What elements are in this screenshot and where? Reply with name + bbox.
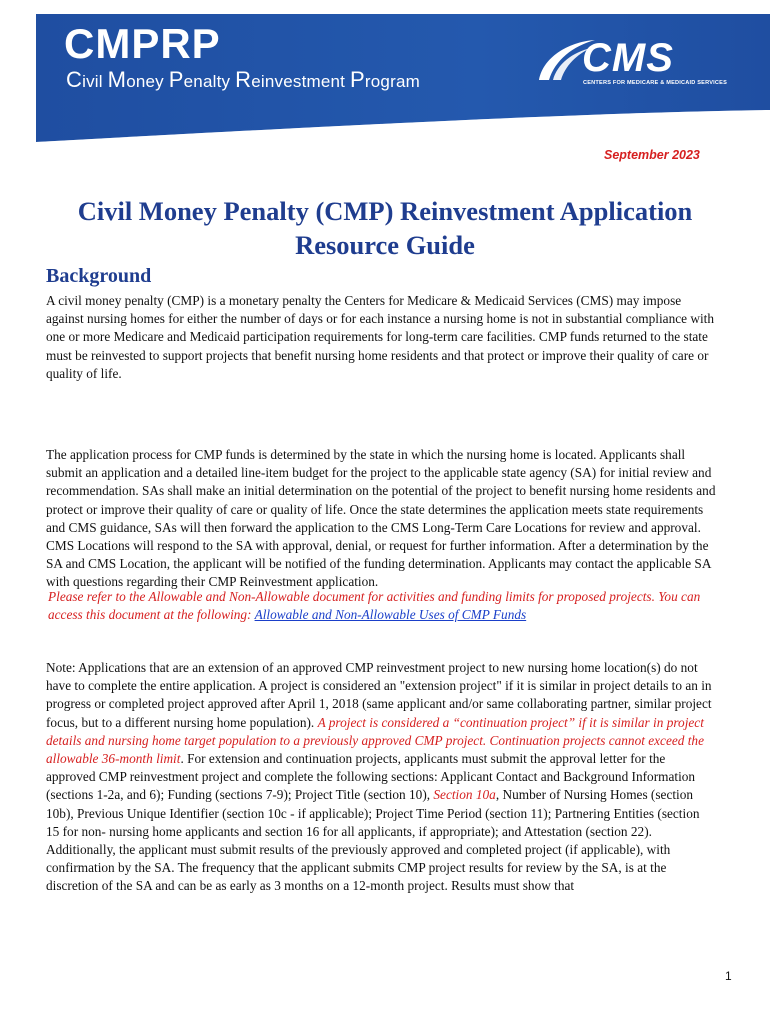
- paragraph-application-process: The application process for CMP funds is determined by the state in which the nursing home is located. Applicants shall submit an application and a detailed line-item budget for the project to the applicable state agency (SA) for initial review and recommendation. SAs shall make an initial determination on the potential of the project to benefit nursing home residents and protect or improve their quality of care or quality of life. Once the state determines the application meets state requirements and CMS guidance, SAs will then forward the application to the CMS Long-Term Care Locations for review and approval. CMS Locations will respond to the SA with approval, denial, or request for further information. After a determination by the SA and CMS Location, the applicant will be notified of the funding determination. Applicants may contact the applicable SA with questions regarding their CMP Reinvestment application.: [46, 447, 716, 590]
- document-date: September 2023: [604, 148, 700, 162]
- allowable-note: Please refer to the Allowable and Non-Allowable document for activities and funding limits for proposed projects. You can access this document at the following: Allowable and Non-Allowable Uses of CMP Funds: [48, 589, 701, 623]
- paragraph-background: A civil money penalty (CMP) is a monetary penalty the Centers for Medicare & Medicaid Services (CMS) may impose against nursing homes for either the number of days or for each instance a nursing home is not in substantial compliance with one or more Medicare and Medicaid participation requirements for long-term care facilities. CMP funds returned to the state must be reinvested to support projects that benefit nursing home residents and that protect or improve their quality of care or quality of life.: [46, 293, 714, 381]
- section-heading-background: Background: [46, 265, 152, 287]
- program-name: Civil Money Penalty Reinvestment Program: [66, 67, 420, 92]
- allowable-uses-link[interactable]: Allowable and Non-Allowable Uses of CMP Funds: [254, 607, 527, 623]
- paragraph-extension-note: Note: Applications that are an extension of an approved CMP reinvestment project to new nursing home location(s) do not have to complete the entire application. A project is considered an "extension project" if it is similar in project details to an in progress or completed project approved after April 1, 2018 (same applicant and/or same collaborating partner, similar project focus, but to a different nursing home population). A project is considered a “continuation project” if it is similar in project details and nursing home target population to a previously approved CMP project. Continuation projects cannot exceed the allowable 36-month limit. For extension and continuation projects, applicants must submit the approval letter for the approved CMP reinvestment project and complete the following sections: Applicant Contact and Background Information (sections 1-2a, and 6); Funding (sections 7-9); Project Title (section 10), Section 10a, Number of Nursing Homes (section 10b), Previous Unique Identifier (section 10c - if applicable); Project Time Period (section 11); Partnering Entities (section 15 for non- nursing home applicants and section 16 for all applicants, if appropriate); and Attestation (section 22). Additionally, the applicant must submit results of the previously approved and completed project (if applicable), with confirmation by the SA. The frequency that the applicant submits CMP project results for review by the SA, is at the discretion of the SA and can be as early as 3 months on a 12-month project. Results must show that: [46, 660, 712, 894]
- continuation-definition: A project is considered a “continuation project” if it is similar in project details and nursing home target population to a previously approved CMP project. Continuation projects cannot exceed the allowable 36-month limit: [46, 714, 704, 767]
- page-number: 1: [725, 969, 732, 983]
- cms-logo-word: CMS: [582, 36, 674, 80]
- section-10a-ref: Section 10a: [433, 787, 496, 803]
- program-acronym: CMPRP: [64, 20, 221, 67]
- page-title: Civil Money Penalty (CMP) Reinvestment Application Resource Guide: [77, 196, 693, 260]
- header-banner: [0, 0, 770, 160]
- cms-tagline: CENTERS FOR MEDICARE & MEDICAID SERVICES: [583, 80, 728, 86]
